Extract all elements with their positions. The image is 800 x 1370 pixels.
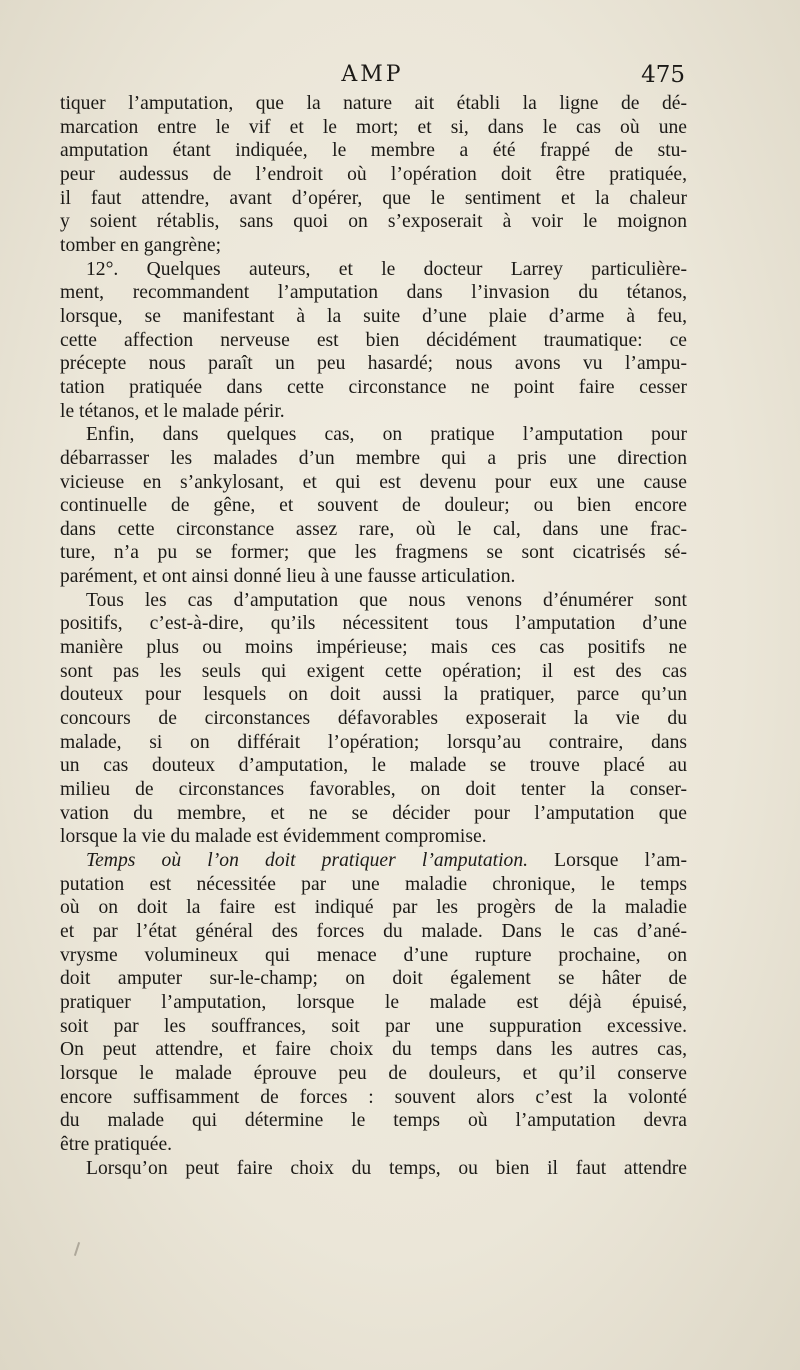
text-line: concours de circonstances défavorables exposerait la vie du bbox=[60, 708, 687, 730]
text-line: et par l’état général des forces du malade. Dans le cas d’ané- bbox=[60, 920, 687, 942]
text-line: positifs, c’est-à-dire, qu’ils nécessitent tous l’amputation d’une bbox=[60, 613, 687, 635]
line-text: Lorsque l’am- bbox=[528, 850, 687, 871]
text-line: douteux pour lesquels on doit aussi la pratiquer, parce qu’un bbox=[60, 684, 687, 706]
stray-pen-mark bbox=[74, 1242, 80, 1256]
text-line: malade, si on différait l’opération; lorsqu’au contraire, dans bbox=[60, 731, 687, 753]
text-line: cette affection nerveuse est bien décidément traumatique: ce bbox=[60, 329, 687, 351]
section-heading-italic: Temps où l’on doit pratiquer l’amputation. bbox=[86, 850, 529, 871]
body-text bbox=[60, 92, 687, 1180]
text-line: ment, recommandent l’amputation dans l’invasion du tétanos, bbox=[60, 282, 687, 304]
text-line: 12°. Quelques auteurs, et le docteur Larrey particulière- bbox=[86, 258, 687, 280]
text-line: tation pratiquée dans cette circonstance ne point faire cesser bbox=[60, 376, 687, 398]
text-line: lorsque la vie du malade est évidemment compromise. bbox=[60, 826, 487, 848]
text-line: continuelle de gêne, et souvent de douleur; ou bien encore bbox=[60, 495, 687, 517]
text-line: ture, n’a pu se former; que les fragmens se sont cicatrisés sé- bbox=[60, 542, 687, 564]
text-line: précepte nous paraît un peu hasardé; nous avons vu l’ampu- bbox=[60, 353, 687, 375]
text-line: débarrasser les malades d’un membre qui a pris une direction bbox=[60, 447, 687, 469]
text-line: On peut attendre, et faire choix du temps dans les autres cas, bbox=[60, 1039, 687, 1061]
text-line: amputation étant indiquée, le membre a été frappé de stu- bbox=[60, 140, 687, 162]
text-line: tiquer l’amputation, que la nature ait établi la ligne de dé- bbox=[60, 93, 687, 114]
text-line: être pratiquée. bbox=[60, 1133, 173, 1155]
text-line: y soient rétablis, sans quoi on s’exposerait à voir le moignon bbox=[60, 211, 687, 233]
text-line: lorsque, se manifestant à la suite d’une plaie d’arme à feu, bbox=[60, 305, 687, 327]
text-line: sont pas les seuls qui exigent cette opération; il est des cas bbox=[60, 660, 687, 682]
page-header bbox=[60, 62, 685, 96]
text-line bbox=[60, 849, 687, 873]
text-line: manière plus ou moins impérieuse; mais ces cas positifs ne bbox=[60, 637, 687, 659]
text-line: marcation entre le vif et le mort; et si, dans le cas où une bbox=[60, 116, 687, 138]
text-line: Lorsqu’on peut faire choix du temps, ou bien il faut attendre bbox=[86, 1157, 687, 1179]
text-line: tomber en gangrène; bbox=[60, 234, 222, 256]
text-line: peur audessus de l’endroit où l’opération doit être pratiquée, bbox=[60, 163, 687, 185]
text-line: Tous les cas d’amputation que nous venons d’énumérer sont bbox=[86, 589, 687, 611]
text-line: Enfin, dans quelques cas, on pratique l’amputation pour bbox=[86, 424, 687, 446]
text-line: lorsque le malade éprouve peu de douleurs, et qu’il conserve bbox=[60, 1062, 687, 1084]
text-line: dans cette circonstance assez rare, où le cal, dans une frac- bbox=[60, 518, 687, 540]
text-line: le tétanos, et le malade périr. bbox=[60, 400, 285, 422]
text-line: vation du membre, et ne se décider pour l’amputation que bbox=[60, 802, 687, 824]
text-line: parément, et ont ainsi donné lieu à une fausse articulation. bbox=[60, 566, 516, 588]
text-line: doit amputer sur-le-champ; on doit également se hâter de bbox=[60, 968, 687, 990]
text-line: milieu de circonstances favorables, on doit tenter la conser- bbox=[60, 779, 687, 801]
text-line: soit par les souffrances, soit par une suppuration excessive. bbox=[60, 1015, 687, 1037]
text-line: putation est nécessitée par une maladie chronique, le temps bbox=[60, 873, 687, 895]
text-line: pratiquer l’amputation, lorsque le malade est déjà épuisé, bbox=[60, 991, 687, 1013]
text-line: vicieuse en s’ankylosant, et qui est devenu pour eux une cause bbox=[60, 471, 687, 493]
text-line: où on doit la faire est indiqué par les progèrs de la maladie bbox=[60, 897, 687, 919]
text-line: un cas douteux d’amputation, le malade se trouve placé au bbox=[60, 755, 687, 777]
running-head: AMP bbox=[341, 62, 404, 87]
page-number: 475 bbox=[641, 62, 685, 88]
text-line: vrysme volumineux qui menace d’une rupture prochaine, on bbox=[60, 944, 687, 966]
text-line: encore suffisamment de forces : souvent alors c’est la volonté bbox=[60, 1086, 687, 1108]
text-line: du malade qui détermine le temps où l’amputation devra bbox=[60, 1110, 687, 1132]
text-line: il faut attendre, avant d’opérer, que le sentiment et la chaleur bbox=[60, 187, 687, 209]
